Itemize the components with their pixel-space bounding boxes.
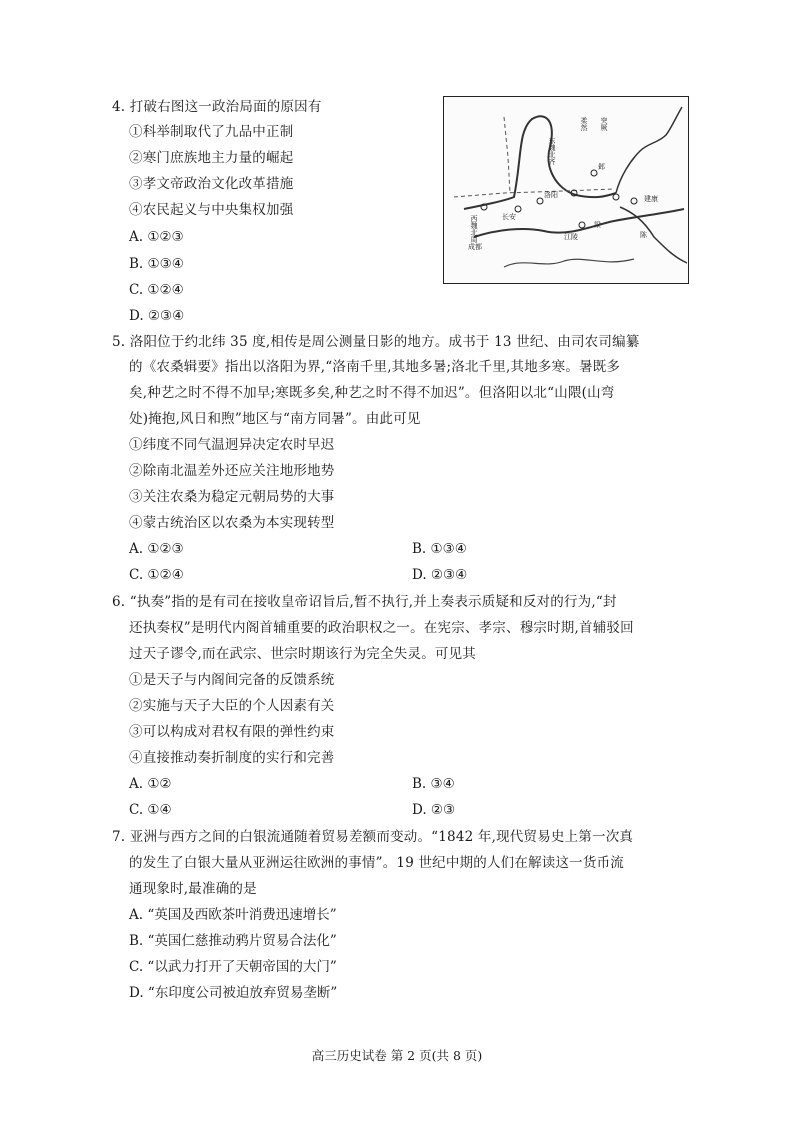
q7-stem-line-3: 通现象时,最准确的是	[129, 881, 257, 897]
map-label-luoyang: 洛阳	[544, 191, 558, 199]
q5-stem-line-1: 5. 洛阳位于约北纬 35 度,相传是周公测量日影的地方。成书于 13 世纪、由司农司编纂	[112, 334, 640, 350]
q5-item-2: ②除南北温差外还应关注地形地势	[129, 463, 335, 479]
q4-item-3: ③孝文帝政治文化改革措施	[129, 176, 294, 192]
q6-item-1: ①是天子与内阁间完备的反馈系统	[129, 672, 335, 688]
q7-option-c[interactable]: C. “以武力打开了天朝帝国的大门”	[129, 959, 337, 975]
q5-stem-line-4: 处)掩抱,风日和煦”地区与“南方同暑”。由此可见	[129, 411, 421, 427]
map-label-jiankang: 建康	[644, 195, 658, 203]
q6-item-4: ④直接推动奏折制度的实行和完善	[129, 750, 335, 766]
q5-option-c[interactable]: C. ①②④	[129, 567, 184, 583]
map-label-ye: 邺	[598, 163, 605, 171]
page-footer: 高三历史试卷 第 2 页(共 8 页)	[311, 1048, 483, 1063]
q5-item-1: ①纬度不同气温迥异决定农时早迟	[129, 437, 335, 453]
map-drawing	[444, 97, 687, 282]
map-label-liang: 梁	[594, 221, 601, 229]
q5-stem-line-2: 的《农桑辑要》指出以洛阳为界,“洛南千里,其地多暑;洛北千里,其地多寒。暑既多	[129, 359, 621, 375]
q6-option-d[interactable]: D. ②③	[412, 802, 456, 818]
q7-option-b[interactable]: B. “英国仁慈推动鸦片贸易合法化”	[129, 933, 337, 949]
q5-item-3: ③关注农桑为稳定元朝局势的大事	[129, 489, 335, 505]
q6-stem-line-2: 还执奏权”是明代内阁首辅重要的政治职权之一。在宪宗、孝宗、穆宗时期,首辅驳回	[129, 620, 634, 636]
historical-map	[443, 96, 689, 284]
q4-option-a[interactable]: A. ①②③	[129, 229, 184, 245]
q7-stem-line-2: 的发生了白银大量从亚洲运往欧洲的事情”。19 世纪中期的人们在解读这一货币流	[129, 855, 624, 871]
q6-item-3: ③可以构成对君权有限的弹性约束	[129, 724, 335, 740]
map-label-xiwei: 西魏北周	[470, 215, 478, 243]
q6-stem-line-3: 过天子谬令,而在武宗、世宗时期该行为完全失灵。可见其	[129, 646, 476, 662]
map-label-chen: 陈	[640, 231, 647, 239]
map-label-changan: 长安	[502, 213, 516, 221]
q4-item-4: ④农民起义与中央集权加强	[129, 202, 294, 218]
q7-option-a[interactable]: A. “英国及西欧茶叶消费迅速增长”	[129, 907, 337, 923]
q5-item-4: ④蒙古统治区以农桑为本实现转型	[129, 515, 335, 531]
map-label-jiangling: 江陵	[564, 233, 578, 241]
q5-option-b[interactable]: B. ①③④	[412, 541, 467, 557]
map-label-rouran: 柔然	[580, 117, 588, 131]
q5-stem-line-3: 矣,种艺之时不得不加早;寒既多矣,种艺之时不得不加迟”。但洛阳以北“山隈(山弯	[129, 385, 615, 401]
q4-stem: 4. 打破右图这一政治局面的原因有	[112, 99, 322, 115]
q5-option-d[interactable]: D. ②③④	[412, 567, 468, 583]
map-label-chengdu: 成都	[468, 243, 482, 251]
q4-option-b[interactable]: B. ①③④	[129, 256, 184, 272]
q4-item-2: ②寒门庶族地主力量的崛起	[129, 150, 294, 166]
q7-stem-line-1: 7. 亚洲与西方之间的白银流通随着贸易差额而变动。“1842 年,现代贸易史上第一次真	[112, 829, 634, 845]
map-label-tujue: 突厥	[600, 117, 608, 131]
q6-option-c[interactable]: C. ①④	[129, 802, 172, 818]
q6-item-2: ②实施与天子大臣的个人因素有关	[129, 698, 335, 714]
q6-stem-line-1: 6. “执奏”指的是有司在接收皇帝诏旨后,暂不执行,并上奏表示质疑和反对的行为,“封	[112, 594, 617, 610]
q7-option-d[interactable]: D. “东印度公司被迫放弃贸易垄断”	[129, 985, 338, 1001]
q4-option-d[interactable]: D. ②③④	[129, 308, 185, 324]
q6-option-b[interactable]: B. ③④	[412, 776, 455, 792]
q5-option-a[interactable]: A. ①②③	[129, 541, 184, 557]
q4-option-c[interactable]: C. ①②④	[129, 282, 184, 298]
map-label-dongwei: 东魏北齐	[548, 137, 556, 165]
q6-option-a[interactable]: A. ①②	[129, 776, 172, 792]
q4-item-1: ①科举制取代了九品中正制	[129, 124, 294, 140]
